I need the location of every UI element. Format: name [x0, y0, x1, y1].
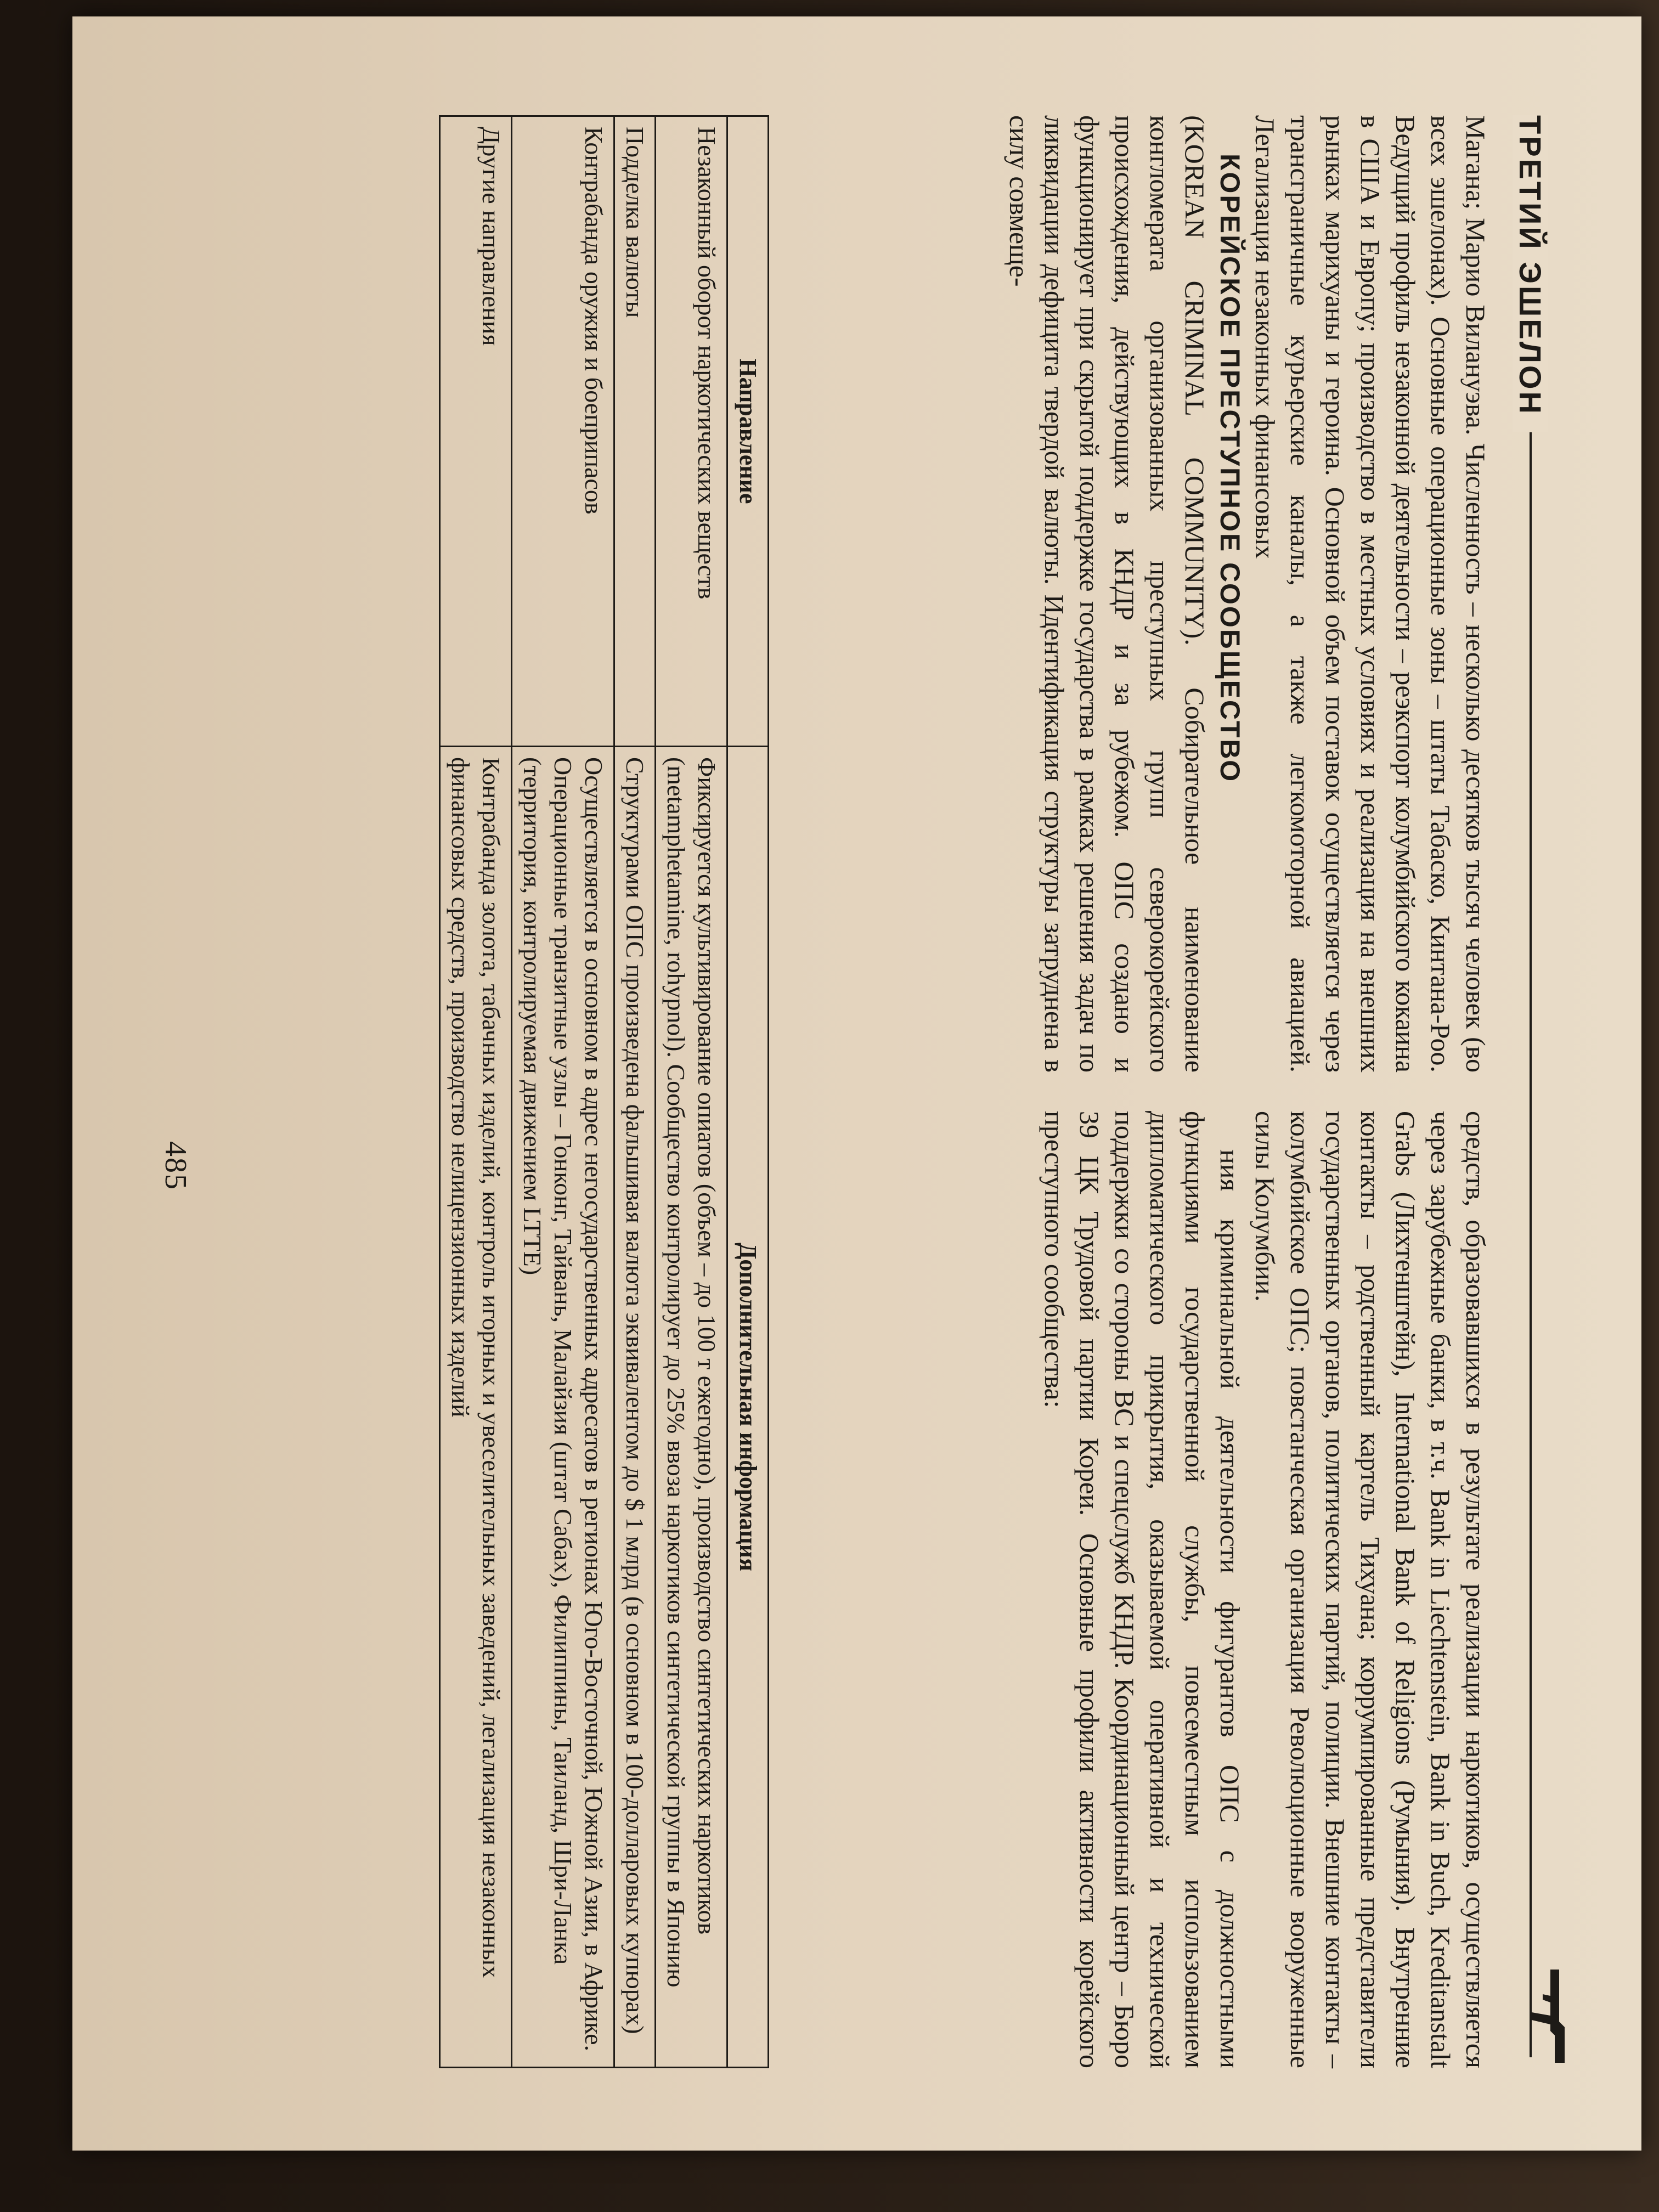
row-info: Фиксируется культивирование опиатов (объем – до 100 т ежегодно), производство синтетических наркотиков (metamphetamine, rohypnol). Сообщество контролирует до 25% ввоза наркотиков синтетической группы в Японию	[656, 747, 727, 2068]
table-header-row	[727, 116, 769, 2068]
table-row	[614, 116, 656, 2068]
book-page	[72, 16, 1641, 2151]
left-column	[791, 115, 1493, 1073]
text-columns	[791, 115, 1493, 2068]
header-additional-info: Дополнительная информация	[727, 747, 769, 2068]
activity-table	[439, 115, 769, 2068]
row-direction: Незаконный оборот наркотических веществ	[656, 116, 727, 747]
page-number: 485	[159, 1141, 193, 1190]
row-info: Осуществляется в основном в адрес негосударственных адресатов в регионах Юго-Восточной, Южной Азии, в Африке. Операционные транзитные узлы – Гонконг, Тайвань, Малайзия (штат Сабах), Филиппины, Таиланд, Шри-Ланка (территория, контролируемая движением LTTE)	[512, 747, 614, 2068]
row-info: Контрабанда золота, табачных изделий, контроль игорных и увеселительных заведений, легализация незаконных финансовых средств, производство нелицензионных изделий	[440, 747, 512, 2068]
rifle-icon	[1521, 1970, 1581, 2063]
left-paragraph-1: Магана; Марио Вилануэва. Численность – несколько десятков тысяч человек (во всех эшелонах). Основные операционные зоны – штаты Табаско, Кинтана-Роо. Ведущий профиль незаконной деятельности – реэкспорт колумбийского кокаина в США и Европу; производство в местных условиях и реализация на внешних рынках марихуаны и героина. Основной объем поставок осуществляется через трансграничные курьерские каналы, а также легкомоторной авиацией. Легализация незаконных финансовых	[1250, 115, 1491, 1073]
row-direction: Контрабанда оружия и боеприпасов	[512, 116, 614, 747]
section-title: КОРЕЙСКОЕ ПРЕСТУПНОЕ СООБЩЕСТВО	[1215, 154, 1245, 783]
page-content	[144, 115, 1548, 2068]
table-row	[512, 116, 614, 2068]
right-paragraph-2: ния криминальной деятельности фигурантов ОПС с должностными функциями государственной службы, повсеместным использованием дипломатического прикрытия, оказываемой оперативной и технической поддержки со стороны ВС и спецслужб КНДР. Координационный центр – Бюро 39 ЦК Трудовой партии Кореи. Основные профили активности корейского преступного сообщества:	[1039, 1111, 1245, 2068]
row-info: Структурами ОПС произведена фальшивая валюта эквивалентом до $ 1 млрд (в основном в 100-долларовых купюрах)	[614, 747, 656, 2068]
row-direction: Другие направления	[440, 116, 512, 747]
table-row	[656, 116, 727, 2068]
row-direction: Подделка валюты	[614, 116, 656, 747]
table-row	[440, 116, 512, 2068]
running-header: ТРЕТИЙ ЭШЕЛОН	[1513, 115, 1548, 432]
left-paragraph-2: (KOREAN CRIMINAL COMMUNITY). Собирательное наименование конгломерата организованных преступных групп северокорейского происхождения, действующих в КНДР и за рубежом. ОПС создано и функционирует при скрытой поддержке государства в рамках решения задач по ликвидации дефицита твердой валюты. Идентификация структуры затруднена в силу совмеще-	[1004, 115, 1210, 1073]
right-paragraph-1: средств, образовавшихся в результате реализации наркотиков, осуществляется через зарубежные банки, в т.ч. Bank in Liechtenstein, Bank in Buch, Kreditanstalt Grabs (Лихтенштейн), International Bank of Religions (Румыния). Внутренние контакты – родственный картель Тихуана; коррумпированные представители государственных органов, политических партий, полиции. Внешние контакты – колумбийское ОПС; повстанческая организация Революционные вооруженные силы Колумбии.	[1250, 1111, 1491, 2068]
header-direction: Направление	[727, 116, 769, 747]
right-column	[791, 1111, 1493, 2068]
